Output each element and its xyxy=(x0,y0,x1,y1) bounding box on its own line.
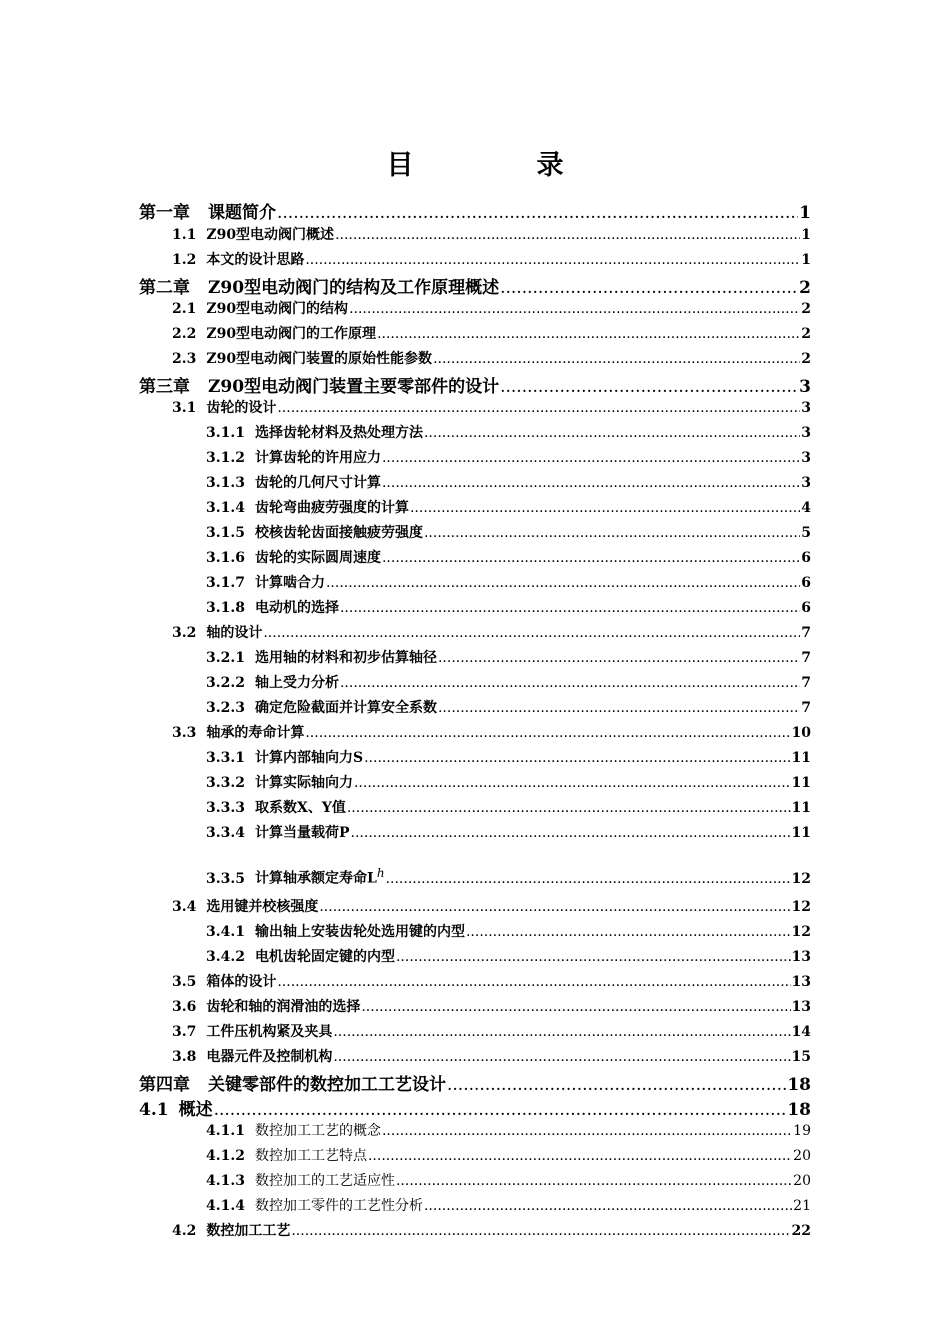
toc-entry-page-number: 6 xyxy=(801,575,811,591)
toc-entry-title: 齿轮弯曲疲劳强度的计算 xyxy=(254,500,409,516)
toc-entry[interactable] xyxy=(206,672,811,692)
toc-entry-number: 3.3.4 xyxy=(206,825,245,841)
toc-entry[interactable] xyxy=(206,1145,811,1165)
toc-entry-title: 工件压机构紧及夹具 xyxy=(206,1024,333,1040)
toc-entry-page-number: 12 xyxy=(791,870,811,887)
toc-entry-title: 关键零部件的数控加工工艺设计 xyxy=(208,1075,446,1095)
toc-entry-page-number: 6 xyxy=(801,600,811,616)
toc-leader-dots xyxy=(340,600,800,616)
toc-entry[interactable] xyxy=(139,273,811,298)
toc-entry-title: 校核齿轮齿面接触疲劳强度 xyxy=(254,525,423,541)
toc-entry-page-number: 7 xyxy=(801,625,811,641)
toc-entry-page-number: 15 xyxy=(791,1049,811,1065)
toc-entry-page-number: 13 xyxy=(791,999,811,1015)
toc-entry-page-number: 10 xyxy=(791,725,811,741)
toc-entry-title: Z90型电动阀门装置的原始性能参数 xyxy=(206,351,433,367)
toc-entry-page-number: 3 xyxy=(801,450,811,466)
toc-entry[interactable] xyxy=(206,1120,811,1140)
toc-entry-number: 3.4.1 xyxy=(206,924,245,940)
toc-leader-dots xyxy=(326,575,800,591)
toc-leader-dots xyxy=(277,400,800,416)
toc-entry-number: 3.3 xyxy=(172,725,197,741)
toc-leader-dots xyxy=(500,377,798,397)
toc-entry-page-number: 7 xyxy=(801,675,811,691)
toc-leader-dots xyxy=(347,800,791,816)
toc-entry[interactable] xyxy=(206,497,811,517)
toc-entry[interactable] xyxy=(139,1095,811,1120)
toc-entry[interactable] xyxy=(206,647,811,667)
toc-entry[interactable] xyxy=(206,447,811,467)
toc-entry-title: 概述 xyxy=(178,1100,213,1120)
toc-entry-number: 2.1 xyxy=(172,301,197,317)
toc-entry[interactable] xyxy=(172,896,811,916)
toc-entry-title: 轴上受力分析 xyxy=(254,675,339,691)
toc-leader-dots xyxy=(410,500,800,516)
toc-entry-page-number: 11 xyxy=(791,775,811,791)
toc-entry-number: 3.1.3 xyxy=(206,475,245,491)
toc-leader-dots xyxy=(349,301,800,317)
toc-entry-page-number: 3 xyxy=(801,400,811,416)
toc-entry-number: 3.6 xyxy=(172,999,197,1015)
toc-leader-dots xyxy=(447,1075,786,1095)
toc-entry[interactable] xyxy=(206,472,811,492)
toc-leader-dots xyxy=(438,700,800,716)
toc-entry[interactable] xyxy=(206,747,811,767)
toc-entry-page-number: 12 xyxy=(791,924,811,940)
toc-entry-title: Z90型电动阀门的工作原理 xyxy=(206,326,377,342)
toc-entry-page-number: 20 xyxy=(793,1148,811,1164)
toc-entry-page-number: 1 xyxy=(801,227,811,243)
toc-entry-title: 选用键并校核强度 xyxy=(206,899,319,915)
toc-entry-title: Z90型电动阀门装置主要零部件的设计 xyxy=(208,377,500,397)
toc-entry-title: 数控加工工艺 xyxy=(206,1223,291,1239)
toc-entry-page-number: 20 xyxy=(793,1173,811,1189)
toc-entry-number: 4.1.1 xyxy=(206,1123,245,1139)
toc-entry[interactable] xyxy=(172,1046,811,1066)
toc-entry-page-number: 4 xyxy=(801,500,811,516)
toc-entry[interactable] xyxy=(172,722,811,742)
toc-leader-dots xyxy=(277,974,790,990)
toc-leader-dots xyxy=(351,825,791,841)
toc-entry[interactable] xyxy=(206,572,811,592)
toc-entry[interactable] xyxy=(206,1170,811,1190)
toc-entry-number: 3.8 xyxy=(172,1049,197,1065)
toc-entry-page-number: 7 xyxy=(801,650,811,666)
toc-entry-number: 4.1.4 xyxy=(206,1198,245,1214)
toc-entry-number: 3.1.6 xyxy=(206,550,245,566)
toc-entry-page-number: 11 xyxy=(791,825,811,841)
toc-leader-dots xyxy=(335,227,800,243)
toc-entry[interactable] xyxy=(206,697,811,717)
toc-entry-title: 箱体的设计 xyxy=(206,974,277,990)
toc-leader-dots xyxy=(277,203,798,223)
toc-entry-page-number: 18 xyxy=(787,1100,811,1120)
toc-entry-title: 本文的设计思路 xyxy=(206,252,305,268)
toc-leader-dots xyxy=(291,1223,790,1239)
toc-entry[interactable] xyxy=(172,1220,811,1240)
toc-entry-title: 齿轮的几何尺寸计算 xyxy=(254,475,381,491)
toc-entry-number: 3.3.2 xyxy=(206,775,245,791)
toc-entry-number: 3.3.1 xyxy=(206,750,245,766)
toc-entry-page-number: 5 xyxy=(801,525,811,541)
toc-entry-number: 3.4 xyxy=(172,899,197,915)
toc-entry-page-number: 1 xyxy=(801,252,811,268)
toc-entry-page-number: 12 xyxy=(791,899,811,915)
toc-entry-title: 齿轮的设计 xyxy=(206,400,277,416)
toc-entry-title: 数控加工零件的工艺性分析 xyxy=(254,1198,423,1214)
toc-entry-page-number: 3 xyxy=(799,377,811,397)
toc-entry-title: 轴的设计 xyxy=(206,625,263,641)
toc-entry-title: Z90型电动阀门的结构 xyxy=(206,301,349,317)
toc-entry-number: 第四章 xyxy=(139,1075,190,1095)
toc-entry-number: 4.1 xyxy=(139,1100,169,1120)
toc-entry[interactable] xyxy=(206,797,811,817)
toc-leader-dots xyxy=(340,675,800,691)
toc-leader-dots xyxy=(377,326,800,342)
toc-entry[interactable] xyxy=(206,921,811,941)
toc-leader-dots xyxy=(305,252,800,268)
toc-entry-number: 2.2 xyxy=(172,326,197,342)
toc-leader-dots xyxy=(333,1049,790,1065)
toc-entry-subscript: h xyxy=(376,866,385,880)
toc-entry-number: 3.1.5 xyxy=(206,525,245,541)
toc-entry-number: 3.1.7 xyxy=(206,575,245,591)
toc-leader-dots xyxy=(396,1173,792,1189)
toc-entry-page-number: 19 xyxy=(793,1123,811,1139)
toc-entry[interactable] xyxy=(206,522,811,542)
toc-leader-dots xyxy=(361,999,790,1015)
toc-entry-page-number: 22 xyxy=(791,1223,811,1239)
toc-entry-number: 第二章 xyxy=(139,278,190,298)
toc-title: 目 录 xyxy=(386,150,612,181)
toc-entry-page-number: 7 xyxy=(801,700,811,716)
toc-entry[interactable] xyxy=(172,323,811,343)
toc-entry-title: 齿轮的实际圆周速度 xyxy=(254,550,381,566)
toc-entry[interactable] xyxy=(206,946,811,966)
toc-leader-dots xyxy=(382,475,800,491)
toc-entry-page-number: 13 xyxy=(791,974,811,990)
toc-entry-page-number: 18 xyxy=(787,1075,811,1095)
toc-entry[interactable] xyxy=(206,1195,811,1215)
toc-leader-dots xyxy=(396,949,791,965)
toc-entry-page-number: 3 xyxy=(801,425,811,441)
toc-entry[interactable] xyxy=(206,547,811,567)
toc-entry-title: 课题简介 xyxy=(208,203,276,223)
toc-leader-dots xyxy=(500,278,798,298)
toc-entry-page-number: 14 xyxy=(791,1024,811,1040)
toc-entry-title: 确定危险截面并计算安全系数 xyxy=(254,700,437,716)
toc-entry-number: 1.2 xyxy=(172,252,197,268)
toc-leader-dots xyxy=(333,1024,790,1040)
toc-entry-number: 3.7 xyxy=(172,1024,197,1040)
toc-entry-number: 3.4.2 xyxy=(206,949,245,965)
toc-entry-number: 3.1.8 xyxy=(206,600,245,616)
toc-entry-number: 4.1.3 xyxy=(206,1173,245,1189)
toc-entry-title: 轴承的寿命计算 xyxy=(206,725,305,741)
toc-leader-dots xyxy=(424,1198,792,1214)
toc-entry-title: 输出轴上安装齿轮处选用键的内型 xyxy=(254,924,465,940)
toc-entry[interactable] xyxy=(172,249,811,269)
toc-entry[interactable] xyxy=(139,198,811,223)
toc-entry[interactable] xyxy=(172,298,811,318)
toc-entry[interactable] xyxy=(172,224,811,244)
toc-leader-dots xyxy=(466,924,791,940)
toc-leader-dots xyxy=(214,1100,787,1120)
toc-entry-number: 4.1.2 xyxy=(206,1148,245,1164)
toc-entry-page-number: 13 xyxy=(791,949,811,965)
toc-leader-dots xyxy=(424,525,800,541)
toc-entry[interactable] xyxy=(172,348,811,368)
toc-entry-number: 3.3.3 xyxy=(206,800,245,816)
toc-entry[interactable] xyxy=(172,996,811,1016)
toc-entry[interactable] xyxy=(206,866,811,888)
toc-entry-page-number: 2 xyxy=(801,326,811,342)
toc-entry-title: 电器元件及控制机构 xyxy=(206,1049,333,1065)
toc-leader-dots xyxy=(382,550,800,566)
toc-entry-number: 3.1.4 xyxy=(206,500,245,516)
toc-leader-dots xyxy=(386,871,791,887)
toc-entry-title: 数控加工工艺特点 xyxy=(254,1148,367,1164)
toc-leader-dots xyxy=(368,1148,792,1164)
toc-entry-page-number: 3 xyxy=(801,475,811,491)
toc-entry-title: 选择齿轮材料及热处理方法 xyxy=(254,425,423,441)
toc-leader-dots xyxy=(382,450,800,466)
toc-entry-title: 齿轮和轴的润滑油的选择 xyxy=(206,999,361,1015)
toc-entry-number: 3.2.2 xyxy=(206,675,245,691)
toc-entry[interactable] xyxy=(139,372,811,397)
toc-leader-dots xyxy=(305,725,790,741)
toc-entry[interactable] xyxy=(139,1070,811,1095)
toc-entry-title: 计算内部轴向力S xyxy=(254,750,364,766)
toc-entry-number: 4.2 xyxy=(172,1223,197,1239)
toc-entry-title: Z90型电动阀门的结构及工作原理概述 xyxy=(208,278,500,298)
toc-entry-number: 3.1.2 xyxy=(206,450,245,466)
toc-entry-title: 数控加工工艺的概念 xyxy=(254,1123,381,1139)
toc-entry-page-number: 1 xyxy=(799,203,811,223)
toc-entry[interactable] xyxy=(172,397,811,417)
toc-leader-dots xyxy=(354,775,791,791)
toc-entry-page-number: 2 xyxy=(801,301,811,317)
toc-entry-number: 1.1 xyxy=(172,227,197,243)
toc-entry-title: 取系数X、Y值 xyxy=(254,800,346,816)
toc-entry-number: 3.1.1 xyxy=(206,425,245,441)
toc-leader-dots xyxy=(433,351,800,367)
toc-entry-title: 计算啮合力 xyxy=(254,575,325,591)
toc-entry-page-number: 2 xyxy=(799,278,811,298)
toc-entry[interactable] xyxy=(206,422,811,442)
toc-entry-title: Z90型电动阀门概述 xyxy=(206,227,335,243)
toc-entry-title: 计算实际轴向力 xyxy=(254,775,353,791)
toc-leader-dots xyxy=(438,650,800,666)
toc-entry-title: 电机齿轮固定键的内型 xyxy=(254,949,395,965)
toc-entry-title: 数控加工的工艺适应性 xyxy=(254,1173,395,1189)
toc-entry-number: 3.2 xyxy=(172,625,197,641)
toc-entry-title: 电动机的选择 xyxy=(254,600,339,616)
toc-entry-number: 第三章 xyxy=(139,377,190,397)
toc-entry[interactable] xyxy=(172,971,811,991)
toc-entry-page-number: 11 xyxy=(791,750,811,766)
toc-entry[interactable] xyxy=(172,1021,811,1041)
toc-entry[interactable] xyxy=(206,597,811,617)
toc-entry-page-number: 21 xyxy=(793,1198,811,1214)
toc-entry[interactable] xyxy=(172,622,811,642)
toc-entry-number: 3.2.1 xyxy=(206,650,245,666)
toc-entry-number: 3.2.3 xyxy=(206,700,245,716)
toc-leader-dots xyxy=(364,750,790,766)
toc-entry-title: 计算齿轮的许用应力 xyxy=(254,450,381,466)
toc-entry-title: 选用轴的材料和初步估算轴径 xyxy=(254,650,437,666)
toc-entry-number: 第一章 xyxy=(139,203,190,223)
toc-leader-dots xyxy=(319,899,790,915)
toc-entry-title: 计算轴承额定寿命Lh xyxy=(254,866,385,887)
toc-entry-page-number: 11 xyxy=(791,800,811,816)
toc-entry[interactable] xyxy=(206,822,811,842)
toc-entry-title: 计算当量载荷P xyxy=(254,825,350,841)
toc-entry-number: 3.1 xyxy=(172,400,197,416)
toc-entry[interactable] xyxy=(206,772,811,792)
toc-entry-number: 3.5 xyxy=(172,974,197,990)
toc-entry-number: 3.3.5 xyxy=(206,870,245,887)
toc-entry-page-number: 6 xyxy=(801,550,811,566)
toc-leader-dots xyxy=(382,1123,792,1139)
toc-entry-page-number: 2 xyxy=(801,351,811,367)
toc-leader-dots xyxy=(424,425,800,441)
toc-entry-number: 2.3 xyxy=(172,351,197,367)
toc-leader-dots xyxy=(263,625,800,641)
